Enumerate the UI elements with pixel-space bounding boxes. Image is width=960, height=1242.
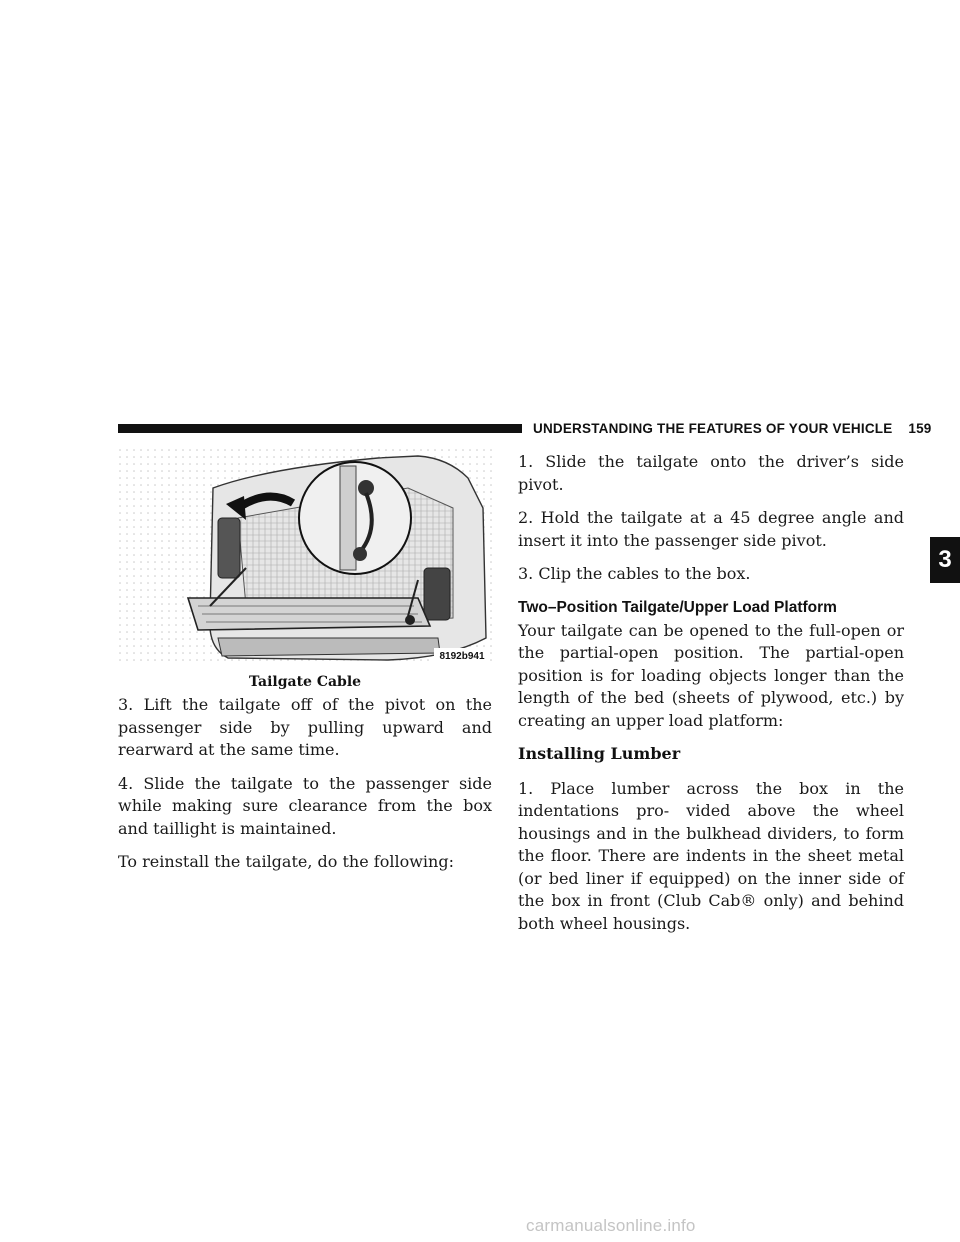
page-number: 159	[908, 421, 932, 436]
section-title: UNDERSTANDING THE FEATURES OF YOUR VEHICLE	[533, 421, 893, 436]
right-column	[518, 451, 904, 946]
figure-caption: Tailgate Cable	[248, 674, 362, 690]
tailgate-cable-illustration	[118, 448, 492, 666]
paragraph: 4. Slide the tailgate to the passenger side while making sure clearance from the box and taillight is maintained.	[118, 773, 492, 838]
sub-paragraph: 1. Place lumber across the box in the indentations pro- vided above the wheel housings and in the bulkhead dividers, to form the floor. There are indents in the sheet metal (or bed liner if equipped) on the inner side of the box in front (Club Cab® only) and behind both wheel housings.	[518, 778, 904, 933]
running-header	[533, 421, 932, 436]
paragraph: To reinstall the tailgate, do the following:	[118, 852, 454, 871]
section-paragraph: Your tailgate can be opened to the full-open or the partial-open position. The partial-open position is for loading objects longer than the length of the bed (sheets of plywood, etc.) by creating an upper load platform:	[518, 620, 904, 730]
step: 1. Slide the tailgate onto the driver’s side pivot.	[518, 452, 904, 494]
section-heading: Two–Position Tailgate/Upper Load Platform	[518, 598, 837, 616]
header-rule	[118, 424, 522, 433]
left-column	[118, 694, 492, 885]
figure-code: 8192b941	[439, 651, 485, 662]
step: 2. Hold the tailgate at a 45 degree angle and insert it into the passenger side pivot.	[518, 508, 904, 550]
step: 3. Clip the cables to the box.	[518, 564, 751, 583]
paragraph: 3. Lift the tailgate off of the pivot on the passenger side by pulling upward and rearward at the same time.	[118, 695, 492, 759]
watermark: carmanualsonline.info	[526, 1216, 696, 1235]
subheading: Installing Lumber	[518, 744, 681, 763]
chapter-tab: 3	[930, 537, 960, 583]
